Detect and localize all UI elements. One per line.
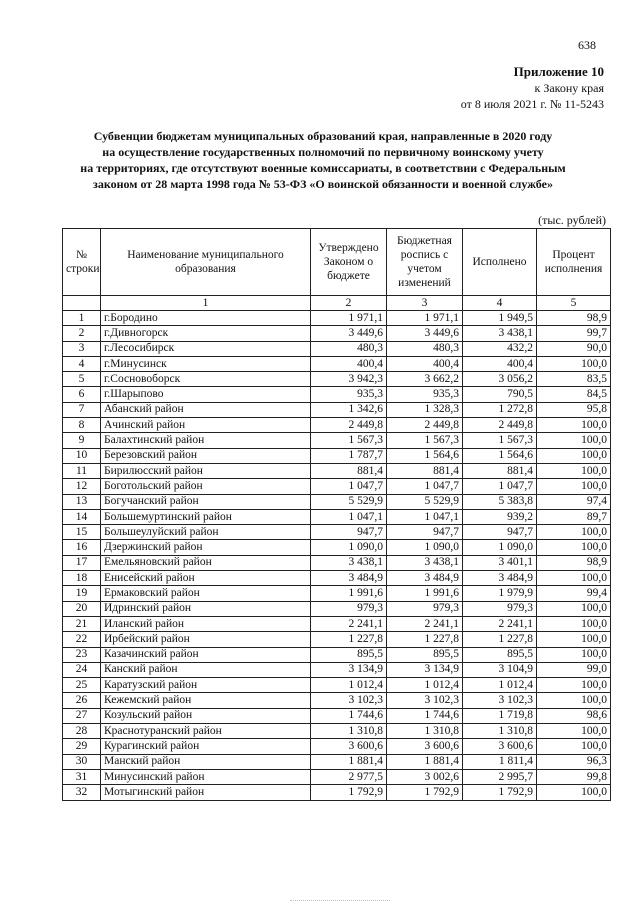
budget-amount-cell: 1 971,1 <box>387 311 463 326</box>
approved-amount-cell: 1 047,1 <box>311 509 387 524</box>
table-row <box>63 724 611 739</box>
municipality-name-cell: Дзержинский район <box>101 540 311 555</box>
approved-amount-cell: 400,4 <box>311 356 387 371</box>
municipality-name-cell: Богучанский район <box>101 494 311 509</box>
table-body <box>63 311 611 801</box>
approved-amount-cell: 1 744,6 <box>311 708 387 723</box>
row-number-cell: 20 <box>63 601 101 616</box>
municipality-name-cell: Березовский район <box>101 448 311 463</box>
appendix-line-3: от 8 июля 2021 г. № 11-5243 <box>460 97 604 111</box>
executed-amount-cell: 3 438,1 <box>463 326 537 341</box>
execution-percent-cell: 96,3 <box>537 754 611 769</box>
footer-divider <box>290 900 390 901</box>
column-number-row <box>63 296 611 311</box>
executed-amount-cell: 3 056,2 <box>463 372 537 387</box>
budget-amount-cell: 979,3 <box>387 601 463 616</box>
municipality-name-cell: Абанский район <box>101 402 311 417</box>
row-number-cell: 11 <box>63 463 101 478</box>
municipality-name-cell: Ермаковский район <box>101 586 311 601</box>
execution-percent-cell: 97,4 <box>537 494 611 509</box>
title-line: на территориях, где отсутствуют военные комиссариаты, в соответствии с Федеральным <box>80 161 566 175</box>
table-row <box>63 525 611 540</box>
executed-amount-cell: 881,4 <box>463 463 537 478</box>
header-approved: Утверждено Законом о бюджете <box>311 229 387 296</box>
row-number-cell: 1 <box>63 311 101 326</box>
table-row <box>63 433 611 448</box>
approved-amount-cell: 2 241,1 <box>311 616 387 631</box>
budget-amount-cell: 881,4 <box>387 463 463 478</box>
execution-percent-cell: 100,0 <box>537 433 611 448</box>
municipality-name-cell: Идринский район <box>101 601 311 616</box>
budget-amount-cell: 480,3 <box>387 341 463 356</box>
header-name: Наименование муниципального образования <box>101 229 311 296</box>
executed-amount-cell: 2 449,8 <box>463 418 537 433</box>
municipality-name-cell: г.Минусинск <box>101 356 311 371</box>
approved-amount-cell: 1 310,8 <box>311 724 387 739</box>
table-row <box>63 387 611 402</box>
execution-percent-cell: 100,0 <box>537 616 611 631</box>
table-row <box>63 647 611 662</box>
row-number-cell: 13 <box>63 494 101 509</box>
approved-amount-cell: 1 787,7 <box>311 448 387 463</box>
table-row <box>63 785 611 800</box>
table-row <box>63 632 611 647</box>
execution-percent-cell: 99,7 <box>537 326 611 341</box>
execution-percent-cell: 99,8 <box>537 769 611 784</box>
approved-amount-cell: 1 971,1 <box>311 311 387 326</box>
budget-amount-cell: 1 564,6 <box>387 448 463 463</box>
row-number-cell: 19 <box>63 586 101 601</box>
budget-amount-cell: 2 241,1 <box>387 616 463 631</box>
executed-amount-cell: 2 995,7 <box>463 769 537 784</box>
title-line: Субвенции бюджетам муниципальных образований края, направленные в 2020 году <box>93 129 553 143</box>
budget-amount-cell: 1 310,8 <box>387 724 463 739</box>
execution-percent-cell: 84,5 <box>537 387 611 402</box>
execution-percent-cell: 100,0 <box>537 724 611 739</box>
table-row <box>63 601 611 616</box>
municipality-name-cell: Ирбейский район <box>101 632 311 647</box>
executed-amount-cell: 1 272,8 <box>463 402 537 417</box>
approved-amount-cell: 895,5 <box>311 647 387 662</box>
approved-amount-cell: 1 881,4 <box>311 754 387 769</box>
executed-amount-cell: 1 090,0 <box>463 540 537 555</box>
execution-percent-cell: 100,0 <box>537 479 611 494</box>
table-row <box>63 448 611 463</box>
municipality-name-cell: г.Лесосибирск <box>101 341 311 356</box>
execution-percent-cell: 98,6 <box>537 708 611 723</box>
row-number-cell: 2 <box>63 326 101 341</box>
municipality-name-cell: Балахтинский район <box>101 433 311 448</box>
row-number-cell: 15 <box>63 525 101 540</box>
row-number-cell: 29 <box>63 739 101 754</box>
row-number-cell: 25 <box>63 678 101 693</box>
budget-amount-cell: 3 134,9 <box>387 662 463 677</box>
municipality-name-cell: Большемуртинский район <box>101 509 311 524</box>
execution-percent-cell: 100,0 <box>537 647 611 662</box>
budget-amount-cell: 3 600,6 <box>387 739 463 754</box>
execution-percent-cell: 100,0 <box>537 739 611 754</box>
table-row <box>63 708 611 723</box>
executed-amount-cell: 1 949,5 <box>463 311 537 326</box>
header-row-number: № строки <box>63 229 101 296</box>
budget-amount-cell: 1 744,6 <box>387 708 463 723</box>
table-row <box>63 509 611 524</box>
municipality-name-cell: Каратузский район <box>101 678 311 693</box>
executed-amount-cell: 1 567,3 <box>463 433 537 448</box>
table-row <box>63 402 611 417</box>
approved-amount-cell: 1 792,9 <box>311 785 387 800</box>
approved-amount-cell: 2 449,8 <box>311 418 387 433</box>
municipality-name-cell: Канский район <box>101 662 311 677</box>
table-row <box>63 540 611 555</box>
execution-percent-cell: 98,9 <box>537 311 611 326</box>
title-line: законом от 28 марта 1998 года № 53-ФЗ «О воинской обязанности и военной службе» <box>93 177 553 191</box>
row-number-cell: 7 <box>63 402 101 417</box>
execution-percent-cell: 100,0 <box>537 693 611 708</box>
budget-amount-cell: 1 328,3 <box>387 402 463 417</box>
executed-amount-cell: 1 719,8 <box>463 708 537 723</box>
executed-amount-cell: 1 564,6 <box>463 448 537 463</box>
budget-amount-cell: 3 449,6 <box>387 326 463 341</box>
appendix-title: Приложение 10 <box>513 64 604 79</box>
table-row <box>63 356 611 371</box>
municipality-name-cell: Большеулуйский район <box>101 525 311 540</box>
document-title <box>40 128 606 192</box>
execution-percent-cell: 100,0 <box>537 463 611 478</box>
budget-amount-cell: 1 881,4 <box>387 754 463 769</box>
execution-percent-cell: 100,0 <box>537 525 611 540</box>
row-number-cell: 23 <box>63 647 101 662</box>
row-number-cell: 24 <box>63 662 101 677</box>
execution-percent-cell: 98,9 <box>537 555 611 570</box>
municipality-name-cell: Ачинский район <box>101 418 311 433</box>
approved-amount-cell: 1 012,4 <box>311 678 387 693</box>
budget-amount-cell: 1 991,6 <box>387 586 463 601</box>
column-number: 1 <box>101 296 311 311</box>
municipality-name-cell: Бирилюсский район <box>101 463 311 478</box>
approved-amount-cell: 935,3 <box>311 387 387 402</box>
budget-amount-cell: 3 102,3 <box>387 693 463 708</box>
executed-amount-cell: 432,2 <box>463 341 537 356</box>
budget-amount-cell: 895,5 <box>387 647 463 662</box>
budget-amount-cell: 947,7 <box>387 525 463 540</box>
budget-amount-cell: 1 012,4 <box>387 678 463 693</box>
approved-amount-cell: 3 134,9 <box>311 662 387 677</box>
row-number-cell: 4 <box>63 356 101 371</box>
subsidies-table <box>62 228 611 801</box>
budget-amount-cell: 1 047,7 <box>387 479 463 494</box>
column-number: 5 <box>537 296 611 311</box>
approved-amount-cell: 3 942,3 <box>311 372 387 387</box>
table-row <box>63 586 611 601</box>
approved-amount-cell: 947,7 <box>311 525 387 540</box>
approved-amount-cell: 3 438,1 <box>311 555 387 570</box>
municipality-name-cell: Енисейский район <box>101 571 311 586</box>
appendix-line-2: к Закону края <box>534 81 604 95</box>
municipality-name-cell: г.Бородино <box>101 311 311 326</box>
executed-amount-cell: 1 227,8 <box>463 632 537 647</box>
budget-amount-cell: 1 047,1 <box>387 509 463 524</box>
municipality-name-cell: Кежемский район <box>101 693 311 708</box>
budget-amount-cell: 1 227,8 <box>387 632 463 647</box>
table-row <box>63 341 611 356</box>
municipality-name-cell: Казачинский район <box>101 647 311 662</box>
approved-amount-cell: 1 047,7 <box>311 479 387 494</box>
executed-amount-cell: 895,5 <box>463 647 537 662</box>
budget-amount-cell: 3 662,2 <box>387 372 463 387</box>
table-row <box>63 616 611 631</box>
municipality-name-cell: Мотыгинский район <box>101 785 311 800</box>
executed-amount-cell: 400,4 <box>463 356 537 371</box>
title-line: на осуществление государственных полномочий по первичному воинскому учету <box>102 145 544 159</box>
appendix-block <box>461 64 604 112</box>
execution-percent-cell: 83,5 <box>537 372 611 387</box>
table-row <box>63 494 611 509</box>
approved-amount-cell: 979,3 <box>311 601 387 616</box>
table-row <box>63 311 611 326</box>
approved-amount-cell: 1 342,6 <box>311 402 387 417</box>
executed-amount-cell: 3 104,9 <box>463 662 537 677</box>
executed-amount-cell: 3 401,1 <box>463 555 537 570</box>
executed-amount-cell: 1 979,9 <box>463 586 537 601</box>
table-row <box>63 479 611 494</box>
column-number-blank <box>63 296 101 311</box>
header-percent: Процент исполнения <box>537 229 611 296</box>
execution-percent-cell: 100,0 <box>537 448 611 463</box>
municipality-name-cell: Боготольский район <box>101 479 311 494</box>
table-row <box>63 372 611 387</box>
row-number-cell: 3 <box>63 341 101 356</box>
municipality-name-cell: Козульский район <box>101 708 311 723</box>
municipality-name-cell: Емельяновский район <box>101 555 311 570</box>
execution-percent-cell: 100,0 <box>537 785 611 800</box>
row-number-cell: 5 <box>63 372 101 387</box>
executed-amount-cell: 3 484,9 <box>463 571 537 586</box>
row-number-cell: 14 <box>63 509 101 524</box>
row-number-cell: 18 <box>63 571 101 586</box>
table-row <box>63 662 611 677</box>
approved-amount-cell: 1 090,0 <box>311 540 387 555</box>
column-number: 3 <box>387 296 463 311</box>
executed-amount-cell: 2 241,1 <box>463 616 537 631</box>
row-number-cell: 21 <box>63 616 101 631</box>
row-number-cell: 26 <box>63 693 101 708</box>
municipality-name-cell: Курагинский район <box>101 739 311 754</box>
execution-percent-cell: 100,0 <box>537 571 611 586</box>
budget-amount-cell: 3 002,6 <box>387 769 463 784</box>
table-row <box>63 693 611 708</box>
header-executed: Исполнено <box>463 229 537 296</box>
approved-amount-cell: 5 529,9 <box>311 494 387 509</box>
municipality-name-cell: Минусинский район <box>101 769 311 784</box>
approved-amount-cell: 3 449,6 <box>311 326 387 341</box>
budget-amount-cell: 1 792,9 <box>387 785 463 800</box>
approved-amount-cell: 3 484,9 <box>311 571 387 586</box>
page-number: 638 <box>578 38 596 52</box>
table-row <box>63 326 611 341</box>
municipality-name-cell: г.Дивногорск <box>101 326 311 341</box>
row-number-cell: 17 <box>63 555 101 570</box>
budget-amount-cell: 400,4 <box>387 356 463 371</box>
approved-amount-cell: 3 600,6 <box>311 739 387 754</box>
budget-amount-cell: 5 529,9 <box>387 494 463 509</box>
table-row <box>63 571 611 586</box>
approved-amount-cell: 1 991,6 <box>311 586 387 601</box>
row-number-cell: 12 <box>63 479 101 494</box>
table-row <box>63 754 611 769</box>
row-number-cell: 22 <box>63 632 101 647</box>
executed-amount-cell: 1 310,8 <box>463 724 537 739</box>
executed-amount-cell: 1 047,7 <box>463 479 537 494</box>
execution-percent-cell: 100,0 <box>537 632 611 647</box>
header-row <box>63 229 611 296</box>
executed-amount-cell: 947,7 <box>463 525 537 540</box>
budget-amount-cell: 1 090,0 <box>387 540 463 555</box>
table-row <box>63 463 611 478</box>
executed-amount-cell: 939,2 <box>463 509 537 524</box>
executed-amount-cell: 1 792,9 <box>463 785 537 800</box>
municipality-name-cell: Манский район <box>101 754 311 769</box>
execution-percent-cell: 99,4 <box>537 586 611 601</box>
executed-amount-cell: 1 012,4 <box>463 678 537 693</box>
table-row <box>63 739 611 754</box>
executed-amount-cell: 5 383,8 <box>463 494 537 509</box>
table-row <box>63 418 611 433</box>
execution-percent-cell: 95,8 <box>537 402 611 417</box>
execution-percent-cell: 100,0 <box>537 601 611 616</box>
row-number-cell: 16 <box>63 540 101 555</box>
table-row <box>63 769 611 784</box>
municipality-name-cell: г.Шарыпово <box>101 387 311 402</box>
approved-amount-cell: 480,3 <box>311 341 387 356</box>
approved-amount-cell: 2 977,5 <box>311 769 387 784</box>
executed-amount-cell: 979,3 <box>463 601 537 616</box>
row-number-cell: 28 <box>63 724 101 739</box>
row-number-cell: 27 <box>63 708 101 723</box>
header-budget: Бюджетная роспись с учетом изменений <box>387 229 463 296</box>
municipality-name-cell: Краснотуранский район <box>101 724 311 739</box>
row-number-cell: 8 <box>63 418 101 433</box>
executed-amount-cell: 3 600,6 <box>463 739 537 754</box>
table-row <box>63 555 611 570</box>
approved-amount-cell: 1 227,8 <box>311 632 387 647</box>
approved-amount-cell: 3 102,3 <box>311 693 387 708</box>
municipality-name-cell: г.Сосновоборск <box>101 372 311 387</box>
row-number-cell: 6 <box>63 387 101 402</box>
executed-amount-cell: 790,5 <box>463 387 537 402</box>
budget-amount-cell: 1 567,3 <box>387 433 463 448</box>
execution-percent-cell: 100,0 <box>537 418 611 433</box>
row-number-cell: 10 <box>63 448 101 463</box>
execution-percent-cell: 100,0 <box>537 540 611 555</box>
row-number-cell: 32 <box>63 785 101 800</box>
execution-percent-cell: 90,0 <box>537 341 611 356</box>
execution-percent-cell: 100,0 <box>537 678 611 693</box>
column-number: 4 <box>463 296 537 311</box>
row-number-cell: 30 <box>63 754 101 769</box>
municipality-name-cell: Иланский район <box>101 616 311 631</box>
execution-percent-cell: 99,0 <box>537 662 611 677</box>
execution-percent-cell: 100,0 <box>537 356 611 371</box>
execution-percent-cell: 89,7 <box>537 509 611 524</box>
budget-amount-cell: 2 449,8 <box>387 418 463 433</box>
approved-amount-cell: 881,4 <box>311 463 387 478</box>
row-number-cell: 9 <box>63 433 101 448</box>
executed-amount-cell: 1 811,4 <box>463 754 537 769</box>
table-row <box>63 678 611 693</box>
budget-amount-cell: 3 438,1 <box>387 555 463 570</box>
budget-amount-cell: 935,3 <box>387 387 463 402</box>
approved-amount-cell: 1 567,3 <box>311 433 387 448</box>
units-label: (тыс. рублей) <box>538 213 606 227</box>
column-number: 2 <box>311 296 387 311</box>
executed-amount-cell: 3 102,3 <box>463 693 537 708</box>
row-number-cell: 31 <box>63 769 101 784</box>
budget-amount-cell: 3 484,9 <box>387 571 463 586</box>
